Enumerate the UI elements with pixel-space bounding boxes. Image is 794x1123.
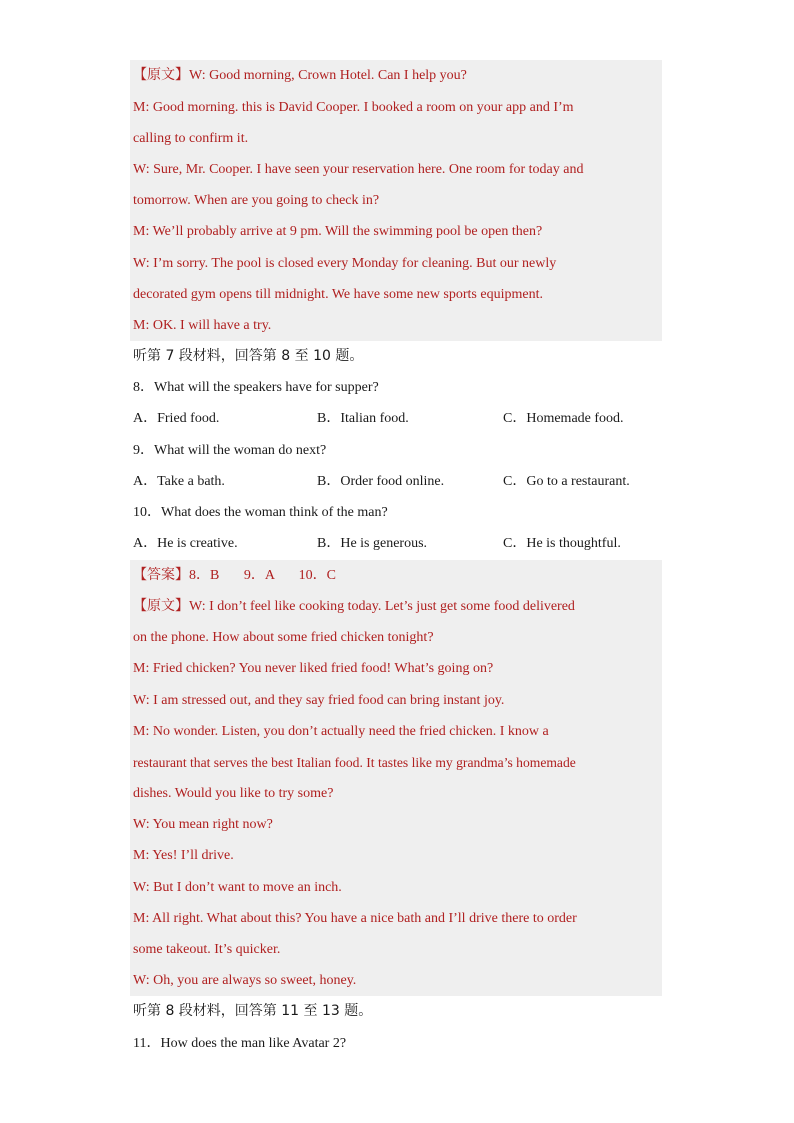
transcript-line: M: Fried chicken? You never liked fried food! What’s going on? — [133, 661, 494, 676]
transcript-line: 【原文】W: Good morning, Crown Hotel. Can I help you? — [133, 68, 467, 83]
option-a: A．Fried food. — [133, 411, 220, 426]
question-stem: 11．How does the man like Avatar 2? — [133, 1036, 347, 1051]
question-options — [133, 466, 663, 497]
transcript-line: W: You mean right now? — [133, 817, 273, 832]
question-stem: 10．What does the woman think of the man? — [133, 505, 388, 520]
transcript-line: decorated gym opens till midnight. We have some new sports equipment. — [133, 287, 543, 302]
answer-tag: 【答案】 — [133, 568, 189, 583]
transcript-tag: 【原文】 — [133, 68, 189, 83]
answer-text: 8．B 9．A 10．C — [189, 568, 337, 583]
option-a: A．Take a bath. — [133, 474, 225, 489]
option-b: B．He is generous. — [317, 536, 428, 551]
transcript-line: W: Oh, you are always so sweet, honey. — [133, 973, 357, 988]
transcript-line: 【原文】W: I don’t feel like cooking today. Let’s just get some food delivered — [133, 599, 575, 614]
transcript-line: restaurant that serves the best Italian food. It tastes like my grandma’s homemade — [133, 755, 576, 770]
transcript-line: M: Yes! I’ll drive. — [133, 848, 234, 863]
question-stem: 9．What will the woman do next? — [133, 443, 327, 458]
section-heading: 听第 7 段材料，回答第 8 至 10 题。 — [133, 348, 364, 364]
transcript-line: W: I’m sorry. The pool is closed every Monday for cleaning. But our newly — [133, 256, 557, 271]
transcript-line: some takeout. It’s quicker. — [133, 942, 281, 957]
option-a: A．He is creative. — [133, 536, 238, 551]
transcript-line: M: We’ll probably arrive at 9 pm. Will the swimming pool be open then? — [133, 224, 543, 239]
transcript-line: dishes. Would you like to try some? — [133, 786, 334, 801]
option-c: C．He is thoughtful. — [503, 536, 621, 551]
transcript-line: M: OK. I will have a try. — [133, 318, 272, 333]
transcript-line: M: All right. What about this? You have a nice bath and I’ll drive there to order — [133, 911, 577, 926]
transcript-line: W: Sure, Mr. Cooper. I have seen your reservation here. One room for today and — [133, 162, 584, 177]
question-stem: 8．What will the speakers have for supper? — [133, 380, 379, 395]
transcript-line: W: But I don’t want to move an inch. — [133, 880, 342, 895]
transcript-tag: 【原文】 — [133, 599, 189, 614]
question-options — [133, 528, 663, 559]
option-b: B．Italian food. — [317, 411, 409, 426]
section-heading: 听第 8 段材料，回答第 11 至 13 题。 — [133, 1003, 373, 1019]
option-c: C．Homemade food. — [503, 411, 624, 426]
option-c: C．Go to a restaurant. — [503, 474, 630, 489]
answer-line — [133, 560, 336, 591]
transcript-line: M: No wonder. Listen, you don’t actually need the fried chicken. I know a — [133, 724, 549, 739]
option-b: B．Order food online. — [317, 474, 445, 489]
transcript-line: M: Good morning. this is David Cooper. I booked a room on your app and I’m — [133, 100, 574, 115]
transcript-line: tomorrow. When are you going to check in? — [133, 193, 380, 208]
transcript-line: calling to confirm it. — [133, 131, 249, 146]
question-options — [133, 403, 663, 434]
transcript-line: on the phone. How about some fried chicken tonight? — [133, 630, 434, 645]
transcript-line: W: I am stressed out, and they say fried food can bring instant joy. — [133, 693, 505, 708]
